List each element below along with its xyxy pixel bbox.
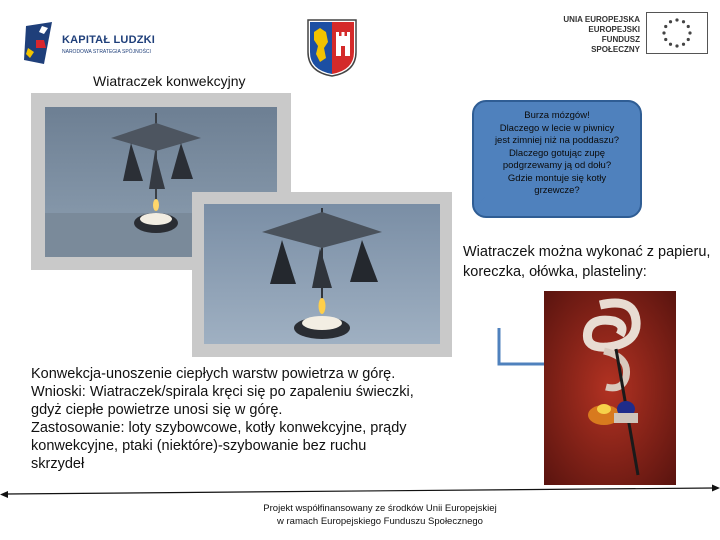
- kl-subtitle: NARODOWA STRATEGIA SPÓJNOŚCI: [62, 49, 151, 55]
- conclusions: [31, 365, 501, 473]
- conclusion-line: konwekcyjne, ptaki (niektóre)-szybowanie bez ruchu: [31, 438, 367, 454]
- coat-of-arms: [306, 18, 358, 78]
- brainstorm-bubble: [472, 100, 642, 218]
- conclusion-line: gdyż ciepłe powietrze unosi się w górę.: [31, 402, 283, 418]
- bubble-line: podgrzewamy ją od dołu?: [502, 160, 612, 171]
- bubble-line: Dlaczego gotując zupę: [508, 147, 606, 159]
- kl-title: KAPITAŁ LUDZKI: [62, 34, 156, 46]
- conclusion-line: skrzydeł: [31, 456, 85, 472]
- eu-star-icon: [664, 38, 667, 41]
- bubble-line: Dlaczego w lecie w piwnicy: [499, 122, 615, 134]
- conclusion-line: Zastosowanie: loty szybowcowe, kotły konwekcyjne, prądy: [31, 420, 407, 436]
- eu-flag-icon: [646, 12, 708, 54]
- kapital-ludzki-logo: [22, 20, 172, 66]
- conclusion-line: Wnioski: Wiatraczek/spirala kręci się po zapaleniu świeczki,: [31, 384, 414, 400]
- bubble-line: jest zimniej niż na poddaszu?: [494, 135, 620, 146]
- footer-line-1: Projekt współfinansowany ze środków Unii Europejskiej: [263, 503, 497, 514]
- eu-star-icon: [664, 25, 667, 28]
- footer-line-2: w ramach Europejskiego Funduszu Społecznego: [277, 516, 483, 527]
- divider-arrow: [0, 482, 720, 498]
- eu-star-icon: [662, 31, 665, 34]
- eu-star-icon: [675, 44, 678, 47]
- bubble-tail: [474, 196, 488, 208]
- make-instructions: Wiatraczek można wykonać z papieru, koreczka, ołówka, plasteliny:: [463, 244, 711, 280]
- eu-logo: [556, 12, 712, 54]
- eu-line-3: FUNDUSZ SPOŁECZNY: [591, 35, 640, 54]
- eu-star-icon: [682, 43, 685, 46]
- eu-star-icon: [675, 18, 678, 21]
- eu-star-icon: [682, 20, 685, 23]
- eu-line-1: UNIA EUROPEJSKA: [563, 15, 640, 24]
- bubble-line: grzewcze?: [534, 185, 580, 196]
- eu-text: [556, 15, 640, 55]
- eu-star-icon: [669, 20, 672, 23]
- bubble-line: Burza mózgów!: [524, 110, 590, 121]
- photo-windmill-2: [192, 192, 452, 357]
- slide-title: Wiatraczek konwekcyjny: [93, 73, 246, 89]
- conclusion-line: Konwekcja-unoszenie ciepłych warstw powietrza w górę.: [31, 366, 396, 382]
- eu-star-icon: [687, 25, 690, 28]
- kapital-ludzki-icon: [22, 20, 62, 66]
- eu-line-2: EUROPEJSKI: [588, 25, 640, 34]
- photo-paper-spiral: [544, 291, 676, 485]
- footer: [200, 502, 560, 528]
- bubble-line: Gdzie montuje się kotły: [507, 172, 607, 184]
- eu-star-icon: [669, 43, 672, 46]
- eu-star-icon: [687, 38, 690, 41]
- coat-of-arms-icon: [306, 18, 358, 78]
- eu-star-icon: [688, 31, 691, 34]
